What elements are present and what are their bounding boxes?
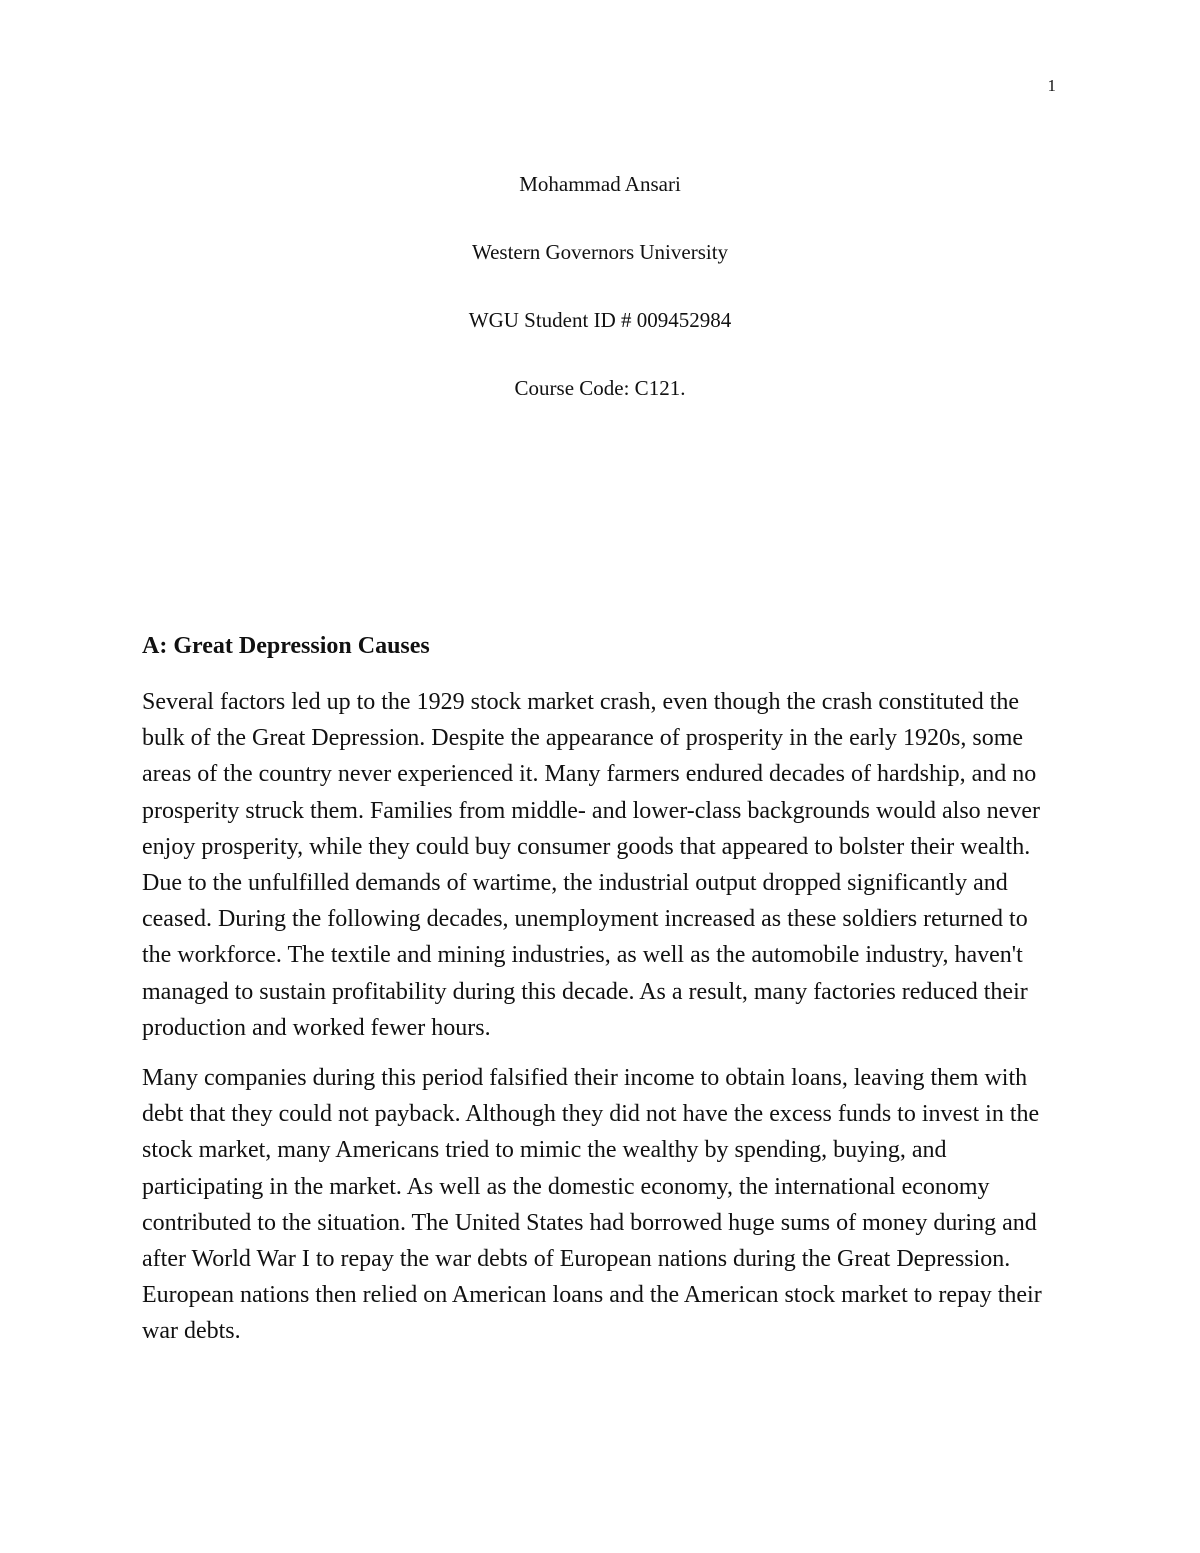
title-block bbox=[0, 170, 1200, 442]
student-id: WGU Student ID # 009452984 bbox=[468, 308, 732, 332]
section-content bbox=[142, 630, 1057, 1364]
author-name: Mohammad Ansari bbox=[519, 172, 681, 196]
body-paragraph: Many companies during this period falsified their income to obtain loans, leaving them with debt that they could not payback. Although they did not have the excess funds to invest in the stock market, many Americans tried to mimic the wealthy by spending, buying, and participating in the market. As well as the domestic economy, the international economy contributed to the situation. The United States had borrowed huge sums of money during and after World War I to repay the war debts of European nations during the Great Depression. European nations then relied on American loans and the American stock market to repay their war debts. bbox=[142, 1065, 1042, 1345]
body-paragraph: Several factors led up to the 1929 stock market crash, even though the crash constituted the bulk of the Great Depression. Despite the appearance of prosperity in the early 1920s, some areas of the country never experienced it. Many farmers endured decades of hardship, and no prosperity struck them. Families from middle- and lower-class backgrounds would also never enjoy prosperity, while they could buy consumer goods that appeared to bolster their wealth. Due to the unfulfilled demands of wartime, the industrial output dropped significantly and ceased. During the following decades, unemployment increased as these soldiers returned to the workforce. The textile and mining industries, as well as the automobile industry, haven't managed to sustain profitability during this decade. As a result, many factories reduced their production and worked fewer hours. bbox=[142, 689, 1040, 1041]
institution-name: Western Governors University bbox=[471, 240, 729, 264]
section-heading: A: Great Depression Causes bbox=[142, 633, 430, 659]
course-code: Course Code: C121. bbox=[514, 376, 686, 400]
page-number: 1 bbox=[1047, 76, 1056, 95]
